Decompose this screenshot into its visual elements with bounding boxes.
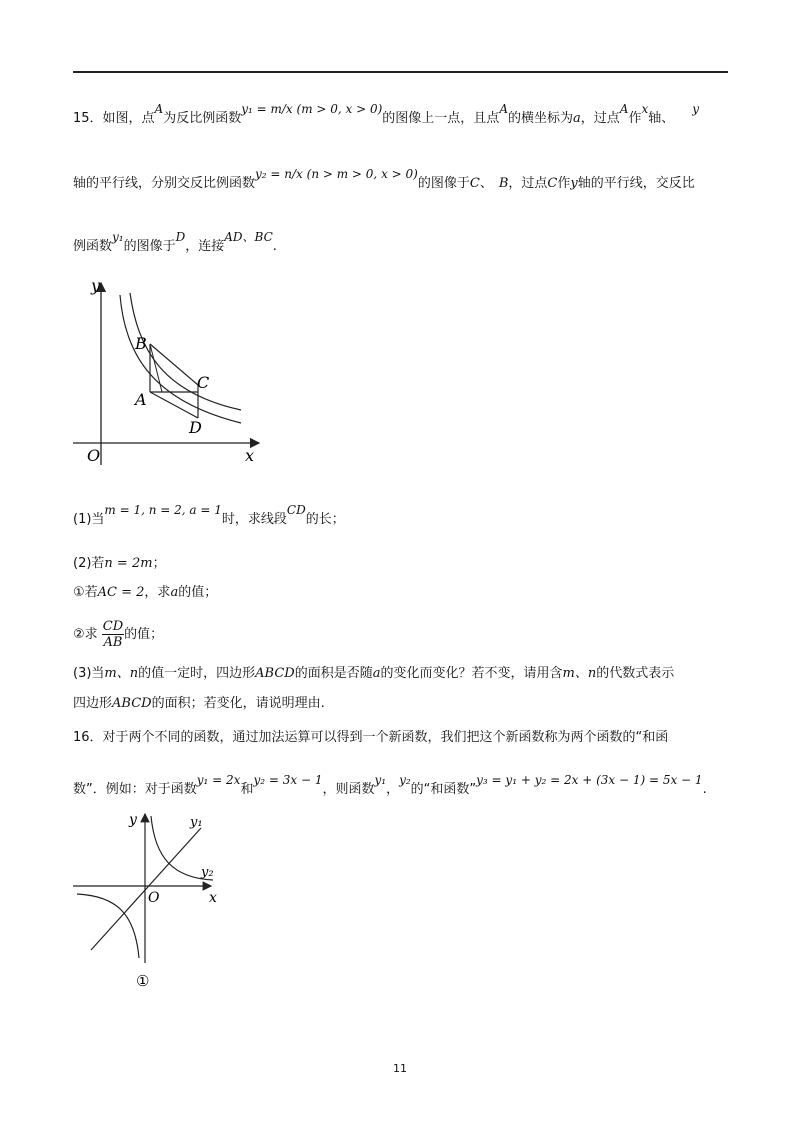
hyperbola-branch-2 [77, 894, 139, 958]
p16-line-1: 16．对于两个不同的函数，通过加法运算可以得到一个新函数，我们把这个新函数称为两个函数的“和函 [73, 730, 669, 745]
p15-q3: (3)当m、n的值一定时，四边形ABCD的面积是否随a的变化而变化？若不变，请用含m、n的代数式表示 [73, 666, 675, 681]
p15-q3-2: 四边形ABCD的面积；若变化，请说明理由. [73, 696, 325, 711]
p15-figure [73, 275, 273, 470]
fig2-number-label: ① [136, 972, 150, 990]
point-c-label: C [197, 373, 210, 392]
fig-x-label: x [245, 446, 255, 465]
p15-q1: (1)当m = 1, n = 2, a = 1时，求线段CD的长； [73, 503, 345, 527]
p15-line-1: 15．如图，点A为反比例函数y₁ = m/x (m > 0, x > 0)的图像上一点，且点A的横坐标为a，过点A作x轴、y [73, 102, 700, 126]
p15-line-2: 轴的平行线，分别交反比例函数y₂ = n/x (n > m > 0, x > 0)的图像于C、 B，过点C作y轴的平行线，交反比 [73, 167, 695, 191]
fig2-y-label: y [129, 812, 137, 828]
p15-q2-1: ①若AC = 2，求a的值； [73, 585, 218, 600]
fig-y-label: y [91, 276, 101, 295]
fig2-origin-label: O [148, 890, 160, 906]
p15-line-3: 例函数y₁的图像于D，连接AD、BC. [73, 230, 277, 254]
fig-origin-label: O [87, 446, 101, 465]
p16-figure [73, 808, 233, 993]
point-a-label: A [135, 390, 147, 409]
fig2-y2-label: y₂ [201, 865, 214, 880]
page-number: 11 [393, 1062, 407, 1075]
point-b-label: B [135, 334, 147, 353]
p16-line-2: 数”．例如：对于函数y₁ = 2x和y₂ = 3x − 1，则函数y₁，y₂的“和函数”y₃ = y₁ + y₂ = 2x + (3x − 1) = 5x − 1. [73, 773, 707, 797]
fig2-x-label: x [209, 890, 217, 906]
p15-q2: (2)若n = 2m； [73, 556, 166, 571]
fig2-y1-label: y₁ [190, 815, 203, 830]
point-d-label: D [189, 418, 202, 437]
p15-q2-2: ②求 $\frac{CD}{AB}$ 的值； [73, 619, 164, 650]
header-rule [73, 71, 728, 73]
line-y1 [91, 828, 201, 950]
